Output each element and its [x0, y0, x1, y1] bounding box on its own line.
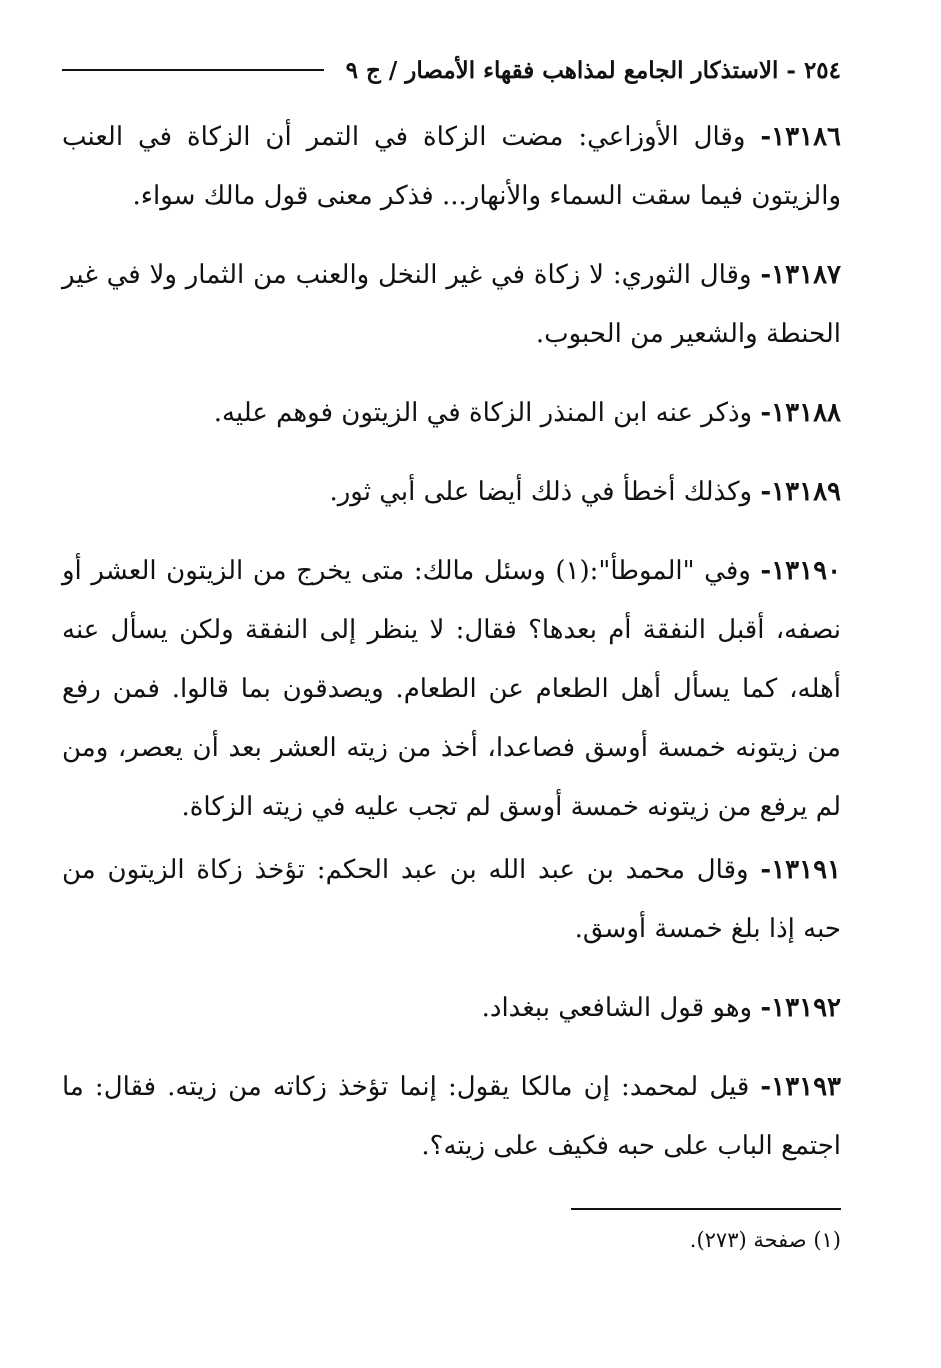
page-body	[62, 108, 841, 1176]
footnote: (١) صفحة (٢٧٣).	[689, 1228, 841, 1252]
paragraph-number: ١٣١٨٧-	[760, 260, 841, 290]
running-title: ٢٥٤ - الاستذكار الجامع لمذاهب فقهاء الأمصار / ج ٩	[345, 56, 841, 84]
paragraph-number: ١٣١٨٦-	[760, 122, 841, 152]
paragraph-text: وكذلك أخطأ في ذلك أيضا على أبي ثور.	[329, 477, 753, 507]
paragraph-text: وقال الأوزاعي: مضت الزكاة في التمر أن الزكاة في العنب والزيتون فيما سقت السماء والأنهار... فذكر معنى قول مالك سواء.	[62, 122, 841, 211]
paragraph-13191	[62, 841, 841, 959]
paragraph-number: ١٣١٩١-	[760, 855, 842, 885]
paragraph-number: ١٣١٩٠-	[760, 556, 842, 586]
paragraph-number: ١٣١٩٢-	[760, 993, 841, 1023]
paragraph-number: ١٣١٨٨-	[760, 398, 841, 428]
paragraph-text: وذكر عنه ابن المنذر الزكاة في الزيتون فوهم عليه.	[213, 398, 753, 428]
paragraph-13188	[62, 384, 841, 443]
paragraph-text: وقال الثوري: لا زكاة في غير النخل والعنب من الثمار ولا في غير الحنطة والشعير من الحبوب.	[62, 260, 841, 349]
paragraph-13193	[62, 1058, 841, 1176]
paragraph-text: قيل لمحمد: إن مالكا يقول: إنما تؤخذ زكاته من زيته. فقال: ما اجتمع الباب على حبه فكيف على زيته؟.	[62, 1072, 841, 1161]
page-header	[62, 52, 841, 88]
paragraph-text: وهو قول الشافعي ببغداد.	[481, 993, 753, 1023]
paragraph-13186	[62, 108, 841, 226]
paragraph-text: وفي "الموطأ":(١) وسئل مالك: متى يخرج من الزيتون العشر أو نصفه، أقبل النفقة أم بعدها؟ فقال: لا ينظر إلى النفقة ولكن يسأل عنه أهله، كما يسأل أهل الطعام عن الطعام. ويصدقون بما قالوا. فمن رفع من زيتونه خمسة أوسق فصاعدا، أخذ من زيته العشر بعد أن يعصر، ومن لم يرفع من زيتونه خمسة أوسق لم تجب عليه في زيته الزكاة.	[62, 556, 841, 822]
paragraph-number: ١٣١٨٩-	[760, 477, 841, 507]
paragraph-number: ١٣١٩٣-	[760, 1072, 841, 1102]
paragraph-13189	[62, 463, 841, 522]
paragraph-13187	[62, 246, 841, 364]
paragraph-text: وقال محمد بن عبد الله بن عبد الحكم: تؤخذ زكاة الزيتون من حبه إذا بلغ خمسة أوسق.	[62, 855, 841, 944]
paragraph-13190	[62, 542, 841, 837]
footnote-rule	[571, 1208, 841, 1210]
header-rule	[62, 69, 324, 71]
paragraph-13192	[62, 979, 841, 1038]
